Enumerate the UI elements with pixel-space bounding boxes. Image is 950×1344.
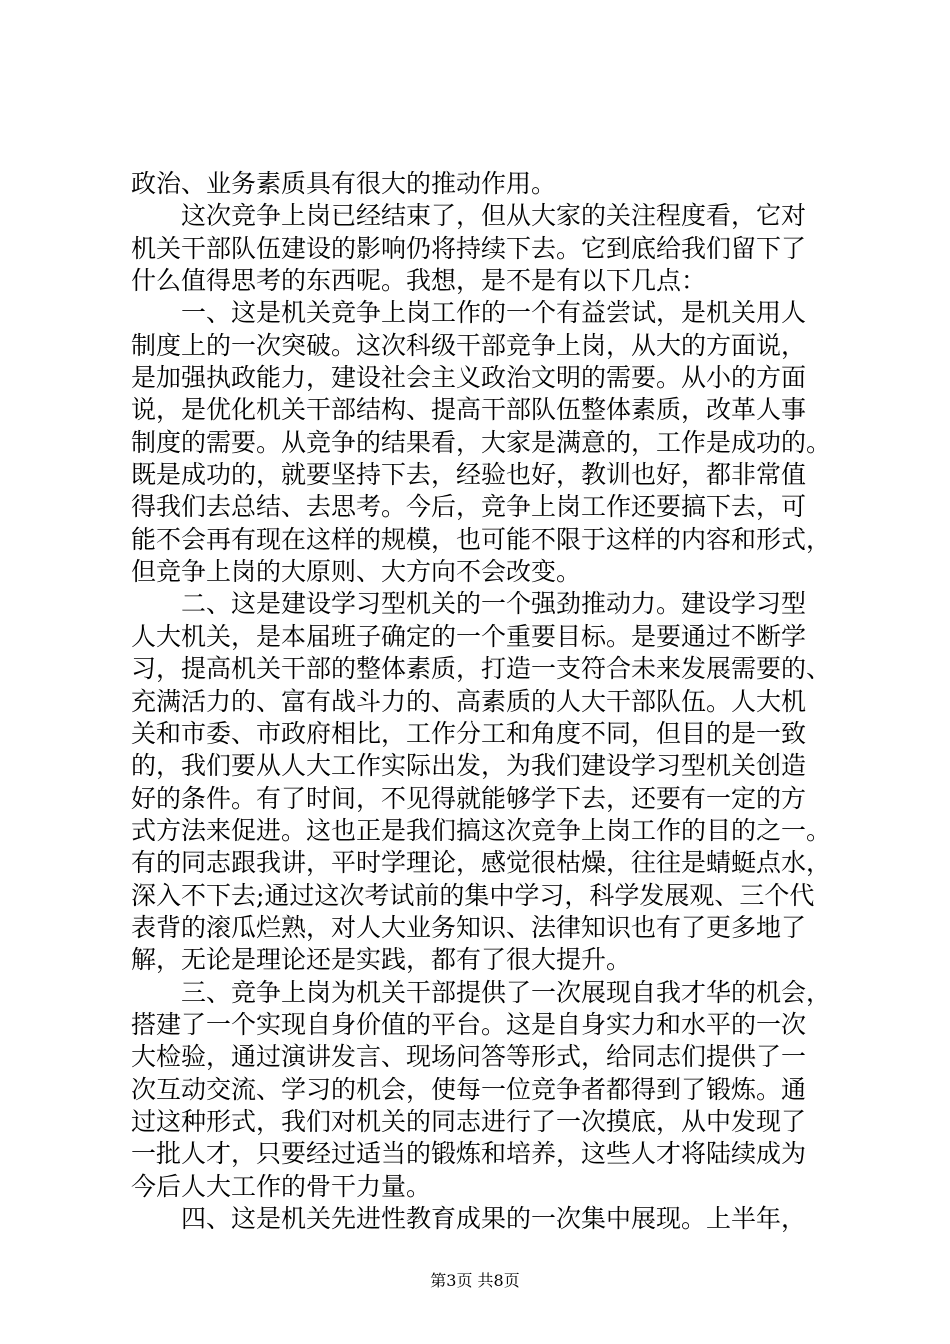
- text-line: 既是成功的，就要坚持下去，经验也好，教训也好，都非常值: [131, 460, 807, 490]
- text-line: 次互动交流、学习的机会，使每一位竞争者都得到了锻炼。通: [131, 1074, 807, 1104]
- text-line: 式方法来促进。这也正是我们搞这次竞争上岗工作的目的之一。: [131, 815, 831, 845]
- text-line: 政治、业务素质具有很大的推动作用。: [131, 169, 557, 198]
- text-line: 制度的需要。从竞争的结果看，大家是满意的，工作是成功的。: [131, 427, 831, 457]
- text-line: 充满活力的、富有战斗力的、高素质的人大干部队伍。人大机: [131, 686, 807, 716]
- text-line: 能不会再有现在这样的规模，也可能不限于这样的内容和形式，: [131, 524, 831, 554]
- text-line: 今后人大工作的骨干力量。: [131, 1171, 432, 1201]
- text-line: 机关干部队伍建设的影响仍将持续下去。它到底给我们留下了: [131, 233, 807, 263]
- text-line: 解，无论是理论还是实践，都有了很大提升。: [131, 945, 632, 975]
- text-line: 说，是优化机关干部结构、提高干部队伍整体素质，改革人事: [131, 395, 807, 425]
- text-line: 制度上的一次突破。这次科级干部竞争上岗，从大的方面说，: [131, 330, 807, 360]
- text-line: 好的条件。有了时间，不见得就能够学下去，还要有一定的方: [131, 783, 807, 813]
- page-footer: 第3页 共8页: [430, 1271, 520, 1290]
- text-line: 的，我们要从人大工作实际出发，为我们建设学习型机关创造: [131, 751, 807, 781]
- text-line: 习，提高机关干部的整体素质，打造一支符合未来发展需要的、: [131, 654, 831, 684]
- text-line: 但竞争上岗的大原则、大方向不会改变。: [131, 557, 582, 587]
- text-line: 一、这是机关竞争上岗工作的一个有益尝试，是机关用人: [181, 298, 807, 328]
- text-line: 深入不下去;通过这次考试前的集中学习，科学发展观、三个代: [131, 880, 815, 910]
- text-line: 大检验，通过演讲发言、现场问答等形式，给同志们提供了一: [131, 1042, 807, 1072]
- document-body: [131, 168, 831, 1235]
- text-line: 有的同志跟我讲，平时学理论，感觉很枯燥，往往是蜻蜓点水，: [131, 848, 831, 878]
- text-line: 关和市委、市政府相比，工作分工和角度不同，但目的是一致: [131, 718, 807, 748]
- text-line: 过这种形式，我们对机关的同志进行了一次摸底，从中发现了: [131, 1106, 807, 1136]
- text-line: 一批人才，只要经过适当的锻炼和培养，这些人才将陆续成为: [131, 1139, 807, 1169]
- text-line: 搭建了一个实现自身价值的平台。这是自身实力和水平的一次: [131, 1009, 807, 1039]
- text-line: 二、这是建设学习型机关的一个强劲推动力。建设学习型: [181, 589, 807, 619]
- text-line: 得我们去总结、去思考。今后，竞争上岗工作还要搞下去，可: [131, 492, 807, 522]
- text-line: 三、竞争上岗为机关干部提供了一次展现自我才华的机会，: [181, 977, 831, 1007]
- text-line: 什么值得思考的东西呢。我想，是不是有以下几点：: [131, 266, 707, 296]
- text-line: 这次竞争上岗已经结束了，但从大家的关注程度看，它对: [181, 201, 807, 231]
- text-line: 表背的滚瓜烂熟，对人大业务知识、法律知识也有了更多地了: [131, 912, 807, 942]
- text-line: 是加强执政能力，建设社会主义政治文明的需要。从小的方面: [131, 363, 807, 393]
- text-line: 四、这是机关先进性教育成果的一次集中展现。上半年，: [181, 1204, 807, 1233]
- text-line: 人大机关，是本届班子确定的一个重要目标。是要通过不断学: [131, 621, 807, 651]
